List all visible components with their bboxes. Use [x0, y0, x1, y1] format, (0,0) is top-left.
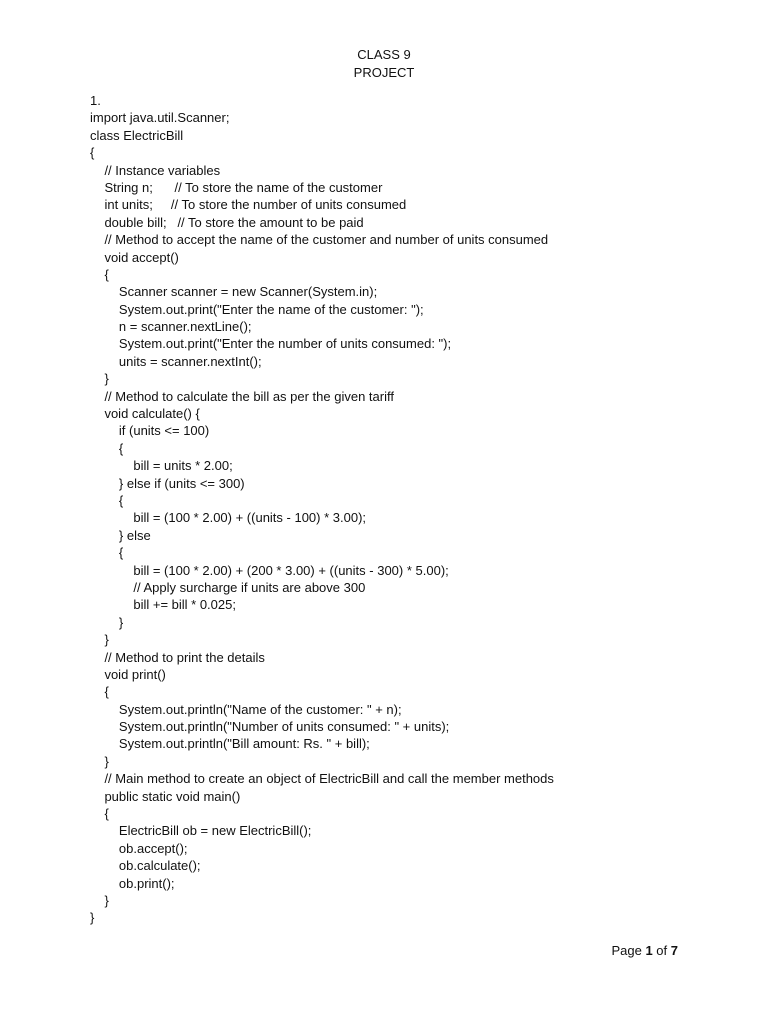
code-line: } else — [90, 527, 151, 543]
code-line: class ElectricBill — [90, 127, 184, 143]
code-line: bill = (100 * 2.00) + (200 * 3.00) + ((units - 300) * 5.00); — [90, 562, 449, 578]
code-line: ob.calculate(); — [90, 858, 201, 874]
code-line: { — [90, 545, 124, 561]
code-line: public static void main() — [90, 788, 241, 804]
code-line: { — [90, 145, 95, 161]
code-line: ob.accept(); — [90, 840, 188, 856]
code-line: ob.print(); — [90, 875, 175, 891]
code-line: { — [90, 492, 124, 508]
project-label: PROJECT — [353, 65, 415, 80]
code-line: void print() — [90, 666, 166, 682]
code-line: ElectricBill ob = new ElectricBill(); — [90, 823, 312, 839]
code-line: // Method to print the details — [90, 649, 265, 665]
code-line: bill += bill * 0.025; — [90, 597, 236, 613]
page-number — [611, 941, 678, 961]
code-line: bill = (100 * 2.00) + ((units - 100) * 3.00); — [90, 510, 367, 526]
code-line: units = scanner.nextInt(); — [90, 353, 262, 369]
code-line: System.out.println("Number of units consumed: " + units); — [90, 719, 450, 735]
code-line: System.out.print("Enter the name of the customer: "); — [90, 301, 424, 317]
code-line: void calculate() { — [90, 406, 200, 422]
code-line: String n; // To store the name of the customer — [90, 179, 383, 195]
code-line: 1. — [90, 93, 101, 108]
code-line: } — [90, 614, 124, 630]
code-line: // Method to calculate the bill as per the given tariff — [90, 388, 394, 404]
code-line: System.out.print("Enter the number of units consumed: "); — [90, 336, 452, 352]
code-line: Scanner scanner = new Scanner(System.in); — [90, 284, 378, 300]
code-line: } else if (units <= 300) — [90, 475, 245, 491]
class-label: CLASS 9 — [357, 47, 411, 62]
code-line: bill = units * 2.00; — [90, 458, 233, 474]
code-line: // Main method to create an object of ElectricBill and call the member methods — [90, 771, 554, 787]
code-line: } — [90, 892, 109, 908]
code-line: } — [90, 910, 95, 926]
page-prefix: Page — [611, 943, 646, 958]
code-line: } — [90, 632, 109, 648]
page-separator: of — [652, 943, 671, 958]
total-pages: 7 — [670, 943, 678, 958]
code-line: { — [90, 266, 109, 282]
code-line: { — [90, 440, 124, 456]
code-line: void accept() — [90, 249, 179, 265]
code-line: } — [90, 753, 109, 769]
code-line: import java.util.Scanner; — [90, 110, 230, 126]
code-line: // Method to accept the name of the customer and number of units consumed — [90, 232, 549, 248]
code-line: { — [90, 806, 109, 822]
code-line: double bill; // To store the amount to be paid — [90, 214, 364, 230]
code-line: // Instance variables — [90, 162, 221, 178]
code-line: { — [90, 684, 109, 700]
code-line: n = scanner.nextLine(); — [90, 319, 252, 335]
code-line: System.out.println("Bill amount: Rs. " + bill); — [90, 736, 370, 752]
code-line: System.out.println("Name of the customer: " + n); — [90, 701, 402, 717]
code-line: // Apply surcharge if units are above 300 — [90, 579, 366, 595]
code-line: if (units <= 100) — [90, 423, 210, 439]
code-line: int units; // To store the number of units consumed — [90, 197, 407, 213]
code-listing — [90, 92, 730, 927]
code-line: } — [90, 371, 109, 387]
current-page: 1 — [645, 943, 653, 958]
document-header — [0, 46, 768, 82]
